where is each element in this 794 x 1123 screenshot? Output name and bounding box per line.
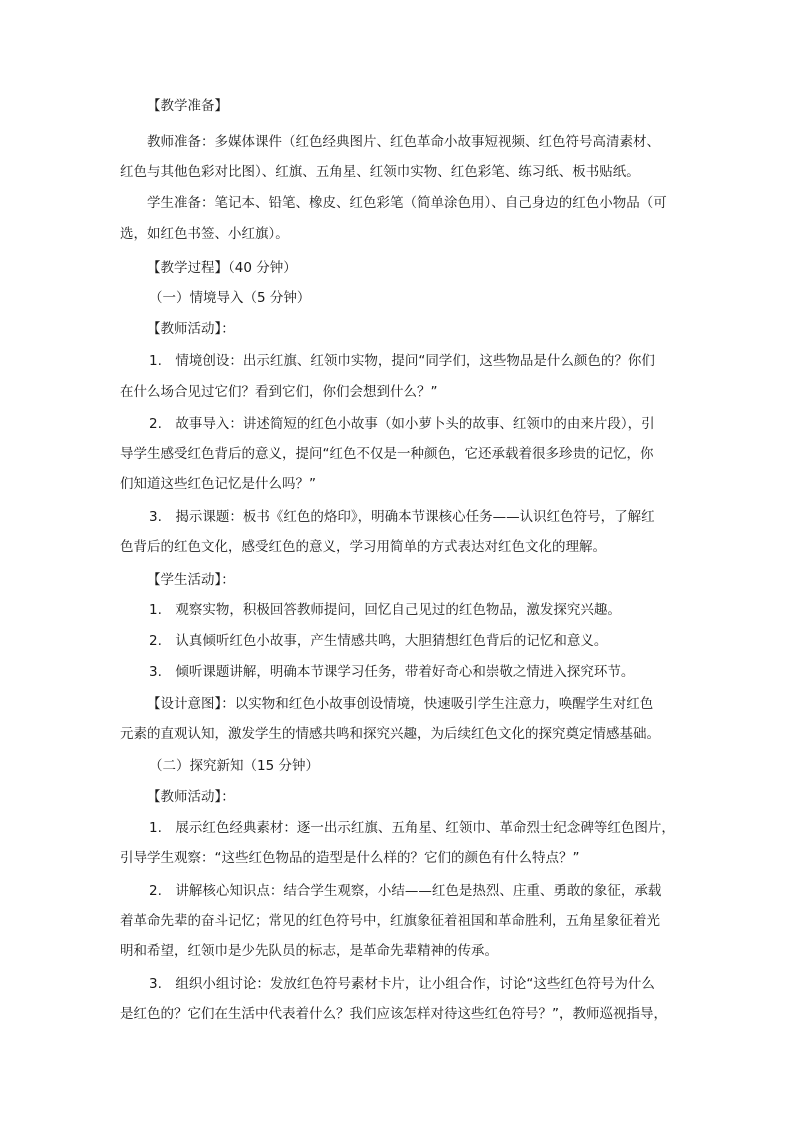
list-item-line: 2. 讲解核心知识点：结合学生观察，小结——红色是热烈、庄重、勇敢的象征，承载 [149, 883, 662, 899]
section-heading: （一）情境导入（5 分钟） [149, 290, 311, 306]
paragraph-line: 选，如红色书签、小红旗）。 [120, 226, 289, 242]
paragraph-line: 学生准备：笔记本、铅笔、橡皮、红色彩笔（简单涂色用）、自己身边的红色小物品（可 [147, 195, 667, 211]
list-item-line: 1. 情境创设：出示红旗、红领巾实物，提问“同学们，这些物品是什么颜色的？你们 [149, 353, 655, 369]
list-item-line: 明和希望，红领巾是少先队员的标志，是革命先辈精神的传承。 [120, 943, 498, 959]
list-item-line: 3. 组织小组讨论：发放红色符号素材卡片，让小组合作，讨论“这些红色符号为什么 [149, 976, 655, 992]
list-item-line: 引导学生观察：“这些红色物品的造型是什么样的？它们的颜色有什么特点？” [120, 850, 580, 866]
list-item-line: 1. 观察实物，积极回答教师提问，回忆自己见过的红色物品，激发探究兴趣。 [149, 602, 621, 618]
list-item-line: 1. 展示红色经典素材：逐一出示红旗、五角星、红领巾、革命烈士纪念碑等红色图片， [149, 820, 675, 836]
section-heading: （二）探究新知（15 分钟） [149, 758, 319, 774]
heading-teacher-activity: 【教师活动】： [147, 789, 235, 805]
list-item-line: 2. 认真倾听红色小故事，产生情感共鸣，大胆猜想红色背后的记忆和意义。 [149, 633, 608, 649]
heading-student-activity: 【学生活动】： [147, 572, 235, 588]
list-item-line: 色背后的红色文化，感受红色的意义，学习用简单的方式表达对红色文化的理解。 [120, 539, 606, 555]
list-item-line: 3. 倾听课题讲解，明确本节课学习任务，带着好奇心和崇敬之情进入探究环节。 [149, 664, 635, 680]
paragraph-line: 教师准备：多媒体课件（红色经典图片、红色革命小故事短视频、红色符号高清素材、 [147, 134, 660, 150]
design-intent-line: 元素的直观认知，激发学生的情感共鸣和探究兴趣，为后续红色文化的探究奠定情感基础。 [120, 726, 660, 742]
heading-teaching-process: 【教学过程】（40 分钟） [147, 260, 297, 276]
paragraph-line: 红色与其他色彩对比图）、红旗、五角星、红领巾实物、红色彩笔、练习纸、板书贴纸。 [120, 164, 640, 180]
heading-teacher-activity: 【教师活动】： [147, 321, 235, 337]
list-item-line: 们知道这些红色记忆是什么吗？” [120, 476, 316, 492]
list-item-line: 导学生感受红色背后的意义，提问“红色不仅是一种颜色，它还承载着很多珍贵的记忆，你 [120, 446, 654, 462]
list-item-line: 在什么场合见过它们？看到它们，你们会想到什么？” [120, 384, 438, 400]
list-item-line: 2. 故事导入：讲述简短的红色小故事（如小萝卜头的故事、红领巾的由来片段），引 [149, 416, 655, 432]
list-item-line: 3. 揭示课题：板书《红色的烙印》，明确本节课核心任务——认识红色符号，了解红 [149, 509, 655, 525]
list-item-line: 着革命先辈的奋斗记忆；常见的红色符号中，红旗象征着祖国和革命胜利，五角星象征着光 [120, 913, 660, 929]
heading-teaching-preparation: 【教学准备】 [147, 98, 228, 114]
list-item-line: 是红色的？它们在生活中代表着什么？我们应该怎样对待这些红色符号？”，教师巡视指导， [120, 1006, 667, 1022]
design-intent-line: 【设计意图】：以实物和红色小故事创设情境，快速吸引学生注意力，唤醒学生对红色 [147, 696, 654, 712]
